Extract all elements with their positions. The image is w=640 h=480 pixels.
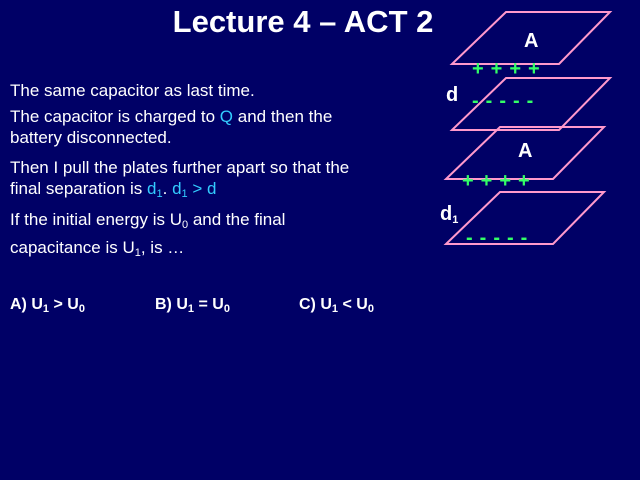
slide-title: Lecture 4 – ACT 2 — [172, 4, 434, 39]
answer-option-c[interactable]: C) $U_1 < U_0$ — [299, 296, 374, 315]
text-line-6: If the initial energy is $U_0$ and the final — [10, 210, 286, 231]
text-line-5: final separation is $d_1$. $d_1 > d$ — [10, 179, 217, 200]
top-positive-charges: ++++ — [472, 58, 547, 80]
text-line-4: Then I pull the plates further apart so that the — [10, 158, 350, 177]
text-line-2: The capacitor is charged to Q and then the — [10, 107, 333, 126]
charge-symbol: Q — [219, 107, 234, 126]
answer-option-a[interactable]: A) $U_1 > U_0$ — [10, 296, 85, 315]
d1-symbol: $d_1$ — [147, 179, 163, 200]
text-line-1: The same capacitor as last time. — [10, 81, 255, 100]
bottom-area-label: A — [518, 140, 533, 162]
text-line-3: battery disconnected. — [10, 128, 172, 147]
top-area-label: A — [524, 30, 539, 52]
top-negative-charges: ----- — [472, 90, 541, 112]
bottom-positive-charges: ++++ — [462, 170, 537, 192]
bottom-negative-charges: ----- — [466, 227, 535, 249]
answer-option-b[interactable]: B) $U_1 = U_0$ — [155, 296, 230, 315]
bottom-gap-label: $d_1$ — [440, 203, 459, 226]
text-line-7: capacitance is $U_1$, is … — [10, 238, 185, 259]
d1-inequality: $d_1 > d$ — [172, 179, 217, 200]
top-gap-label: d — [446, 84, 459, 106]
